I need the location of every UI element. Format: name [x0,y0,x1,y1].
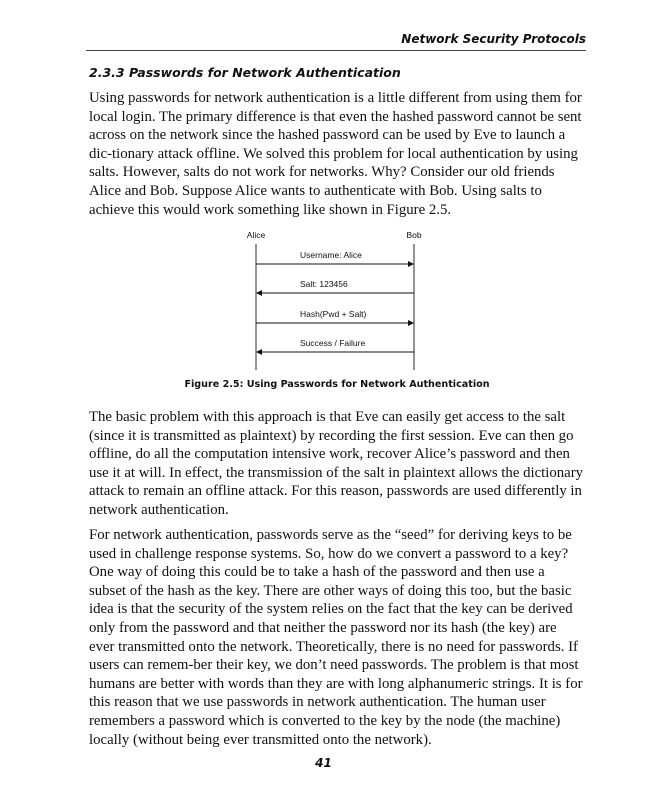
participant-bob-label: Bob [406,230,422,240]
figure-caption: Figure 2.5: Using Passwords for Network Authentication [184,379,490,390]
message-label: Success / Failure [300,338,366,348]
paragraph-network-auth: For network authentication, passwords serve as the “seed” for deriving keys to be used in challenge response systems. So, how do we convert a password to a key? One way of doing this could be to take a hash of the password and then use a subset of the hash as the key. There are other ways of doing this too, but the basic idea is that the security of the system relies on the fact that the key can be derived only from the password and that neither the password nor its hash (the key) are ever transmitted onto the network. Theoretically, there is no need for passwords. If users can remem-ber their key, we don’t need passwords. The problem is that most humans are better with words than they are with long alphanumeric strings. It is for this reason that we use passwords in network authentication. The human user remembers a password which is converted to the key by the node (the machine) locally (without being ever transmitted onto the network). [89,527,583,748]
sequence-diagram [89,228,585,378]
message-label: Username: Alice [300,250,362,260]
arrowhead-left-icon [256,290,262,296]
section-heading: 2.3.3 Passwords for Network Authentication [89,65,401,80]
message-label: Salt: 123456 [300,279,348,289]
running-header [86,32,586,51]
paragraph-intro: Using passwords for network authentication is a little different from using them for local login. The primary difference is that even the hashed password cannot be sent across on the network since the hashed password can be used by Eve to launch a dic-tionary attack offline. We solved this problem for local authentication by using salts. However, salts do not work for networks. Why? Consider our old friends Alice and Bob. Suppose Alice wants to authenticate with Bob. Using salts to achieve this would work something like shown in Figure 2.5. [89,90,582,218]
page-number: 41 [315,756,332,770]
paragraph-problem: The basic problem with this approach is that Eve can easily get access to the salt (since it is transmitted as plaintext) by recording the first session. Eve can then go offline, do all the computation intensive work, recover Alice’s password and then use it at will. In effect, the transmission of the salt in plaintext allows the dictionary attack to remain an offline attack. For this reason, passwords are used differently in network authentication. [89,409,584,518]
running-header-title: Network Security Protocols [401,32,586,46]
message-label: Hash(Pwd + Salt) [300,309,367,319]
arrowhead-right-icon [408,320,414,326]
arrowhead-left-icon [256,349,262,355]
arrowhead-right-icon [408,261,414,267]
participant-alice-label: Alice [246,230,266,240]
figure-2-5 [89,228,585,398]
